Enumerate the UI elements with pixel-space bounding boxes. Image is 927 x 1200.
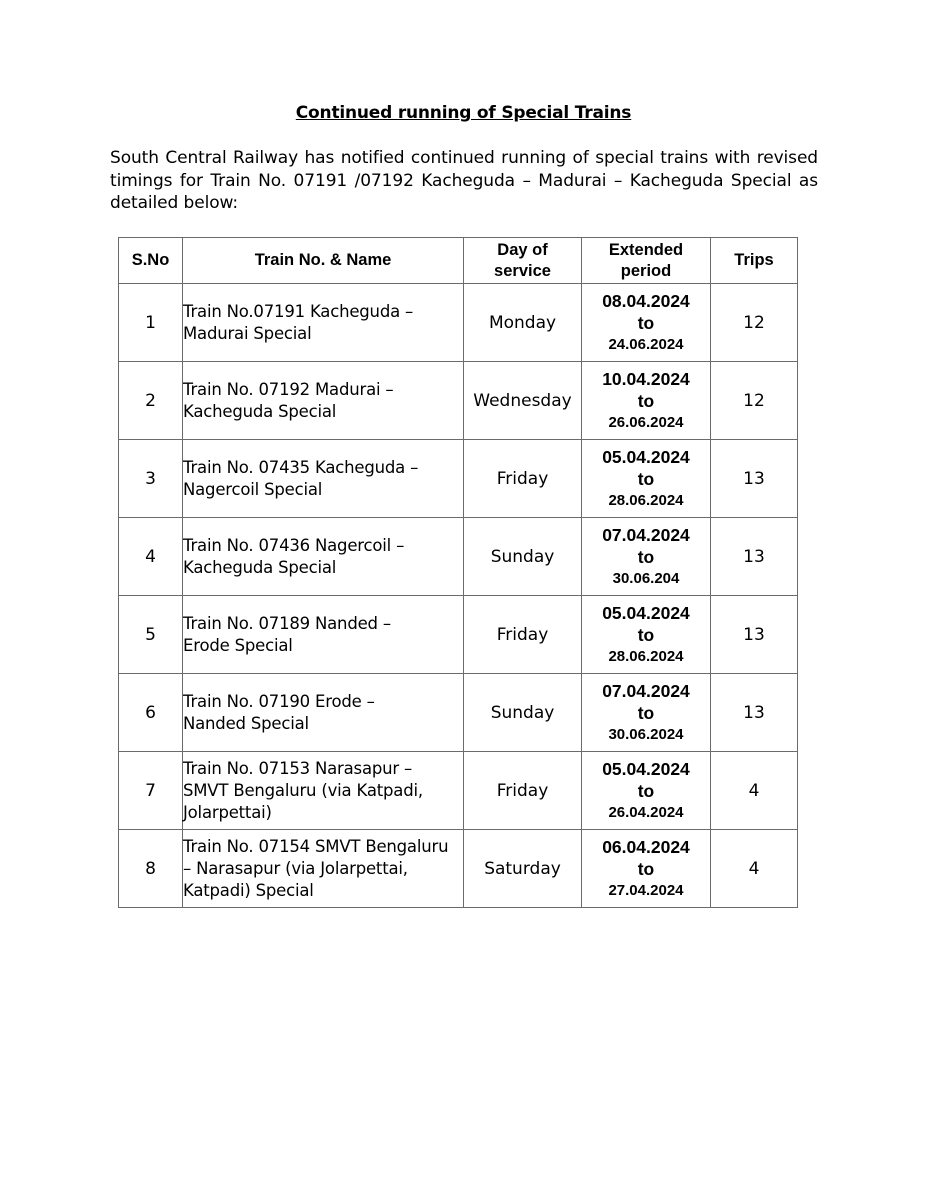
period-to: to [637,780,655,801]
period-start: 05.04.2024 [602,602,690,623]
period-to: to [637,624,655,645]
table-row [119,830,798,908]
period-end: 26.04.2024 [608,803,684,821]
row-day: Sunday [464,518,582,596]
header-trips: Trips [711,238,798,284]
period-end: 28.06.2024 [608,491,684,509]
row-period [582,362,711,440]
period-to: to [637,390,655,411]
row-period [582,674,711,752]
train-name-line: Erode Special [183,635,293,655]
document-title: Continued running of Special Trains [295,103,632,123]
table-row [119,752,798,830]
train-name-line: Train No. 07435 Kacheguda – [183,457,419,477]
period-start: 06.04.2024 [602,836,690,857]
period-start: 07.04.2024 [602,524,690,545]
special-trains-table [118,237,798,908]
train-name-line: Train No. 07189 Nanded – [183,613,391,633]
header-period-line2: period [620,261,672,280]
header-extended-period [582,238,711,284]
period-start: 05.04.2024 [602,758,690,779]
period-end: 30.06.204 [612,569,680,587]
row-period [582,284,711,362]
table-row [119,440,798,518]
row-period [582,518,711,596]
row-sno: 1 [119,284,183,362]
header-period-line1: Extended [608,240,684,259]
row-day: Friday [464,440,582,518]
row-train-name [183,284,464,362]
row-train-name [183,362,464,440]
train-name-line: – Narasapur (via Jolarpettai, [183,858,408,878]
row-sno: 6 [119,674,183,752]
row-trips: 12 [711,284,798,362]
train-name-line: Train No.07191 Kacheguda – [183,301,414,321]
row-sno: 3 [119,440,183,518]
row-train-name [183,674,464,752]
row-period [582,440,711,518]
period-end: 26.06.2024 [608,413,684,431]
train-name-line: Madurai Special [183,323,312,343]
row-sno: 7 [119,752,183,830]
row-train-name [183,440,464,518]
row-day: Wednesday [464,362,582,440]
row-day: Saturday [464,830,582,908]
table-row [119,518,798,596]
intro-paragraph: South Central Railway has notified continued running of special trains with revised timings for Train No. 07191 /07192 Kacheguda – Madurai – Kacheguda Special as detailed below: [110,148,818,213]
row-trips: 13 [711,596,798,674]
table-row [119,674,798,752]
table-header-row [119,238,798,284]
train-name-line: Nagercoil Special [183,479,323,499]
row-trips: 4 [711,830,798,908]
row-sno: 5 [119,596,183,674]
row-train-name [183,830,464,908]
row-period [582,830,711,908]
train-name-line: SMVT Bengaluru (via Katpadi, [183,780,423,800]
row-trips: 4 [711,752,798,830]
period-end: 24.06.2024 [608,335,684,353]
row-sno: 2 [119,362,183,440]
train-name-line: Train No. 07192 Madurai – [183,379,394,399]
table-row [119,362,798,440]
row-sno: 4 [119,518,183,596]
header-day-of-service [464,238,582,284]
header-sno: S.No [119,238,183,284]
period-to: to [637,858,655,879]
period-end: 27.04.2024 [608,881,684,899]
table-row [119,284,798,362]
period-start: 08.04.2024 [602,290,690,311]
train-name-line: Katpadi) Special [183,880,314,900]
period-to: to [637,702,655,723]
header-day-line2: service [494,261,551,280]
period-start: 07.04.2024 [602,680,690,701]
row-sno: 8 [119,830,183,908]
row-train-name [183,518,464,596]
row-trips: 13 [711,674,798,752]
train-name-line: Train No. 07436 Nagercoil – [183,535,405,555]
row-day: Sunday [464,674,582,752]
period-end: 30.06.2024 [608,725,684,743]
period-start: 05.04.2024 [602,446,690,467]
train-name-line: Kacheguda Special [183,557,337,577]
row-day: Friday [464,596,582,674]
row-day: Friday [464,752,582,830]
train-name-line: Nanded Special [183,713,309,733]
period-to: to [637,468,655,489]
period-end: 28.06.2024 [608,647,684,665]
period-to: to [637,546,655,567]
train-name-line: Train No. 07154 SMVT Bengaluru [183,836,449,856]
row-period [582,752,711,830]
period-to: to [637,312,655,333]
row-day: Monday [464,284,582,362]
row-trips: 12 [711,362,798,440]
header-day-line1: Day of [497,240,548,259]
row-period [582,596,711,674]
row-trips: 13 [711,518,798,596]
row-train-name [183,596,464,674]
period-start: 10.04.2024 [602,368,690,389]
train-name-line: Train No. 07153 Narasapur – [183,758,413,778]
table-row [119,596,798,674]
train-name-line: Kacheguda Special [183,401,337,421]
train-name-line: Train No. 07190 Erode – [183,691,375,711]
row-train-name [183,752,464,830]
train-name-line: Jolarpettai) [183,802,272,822]
row-trips: 13 [711,440,798,518]
header-train-name: Train No. & Name [183,238,464,284]
